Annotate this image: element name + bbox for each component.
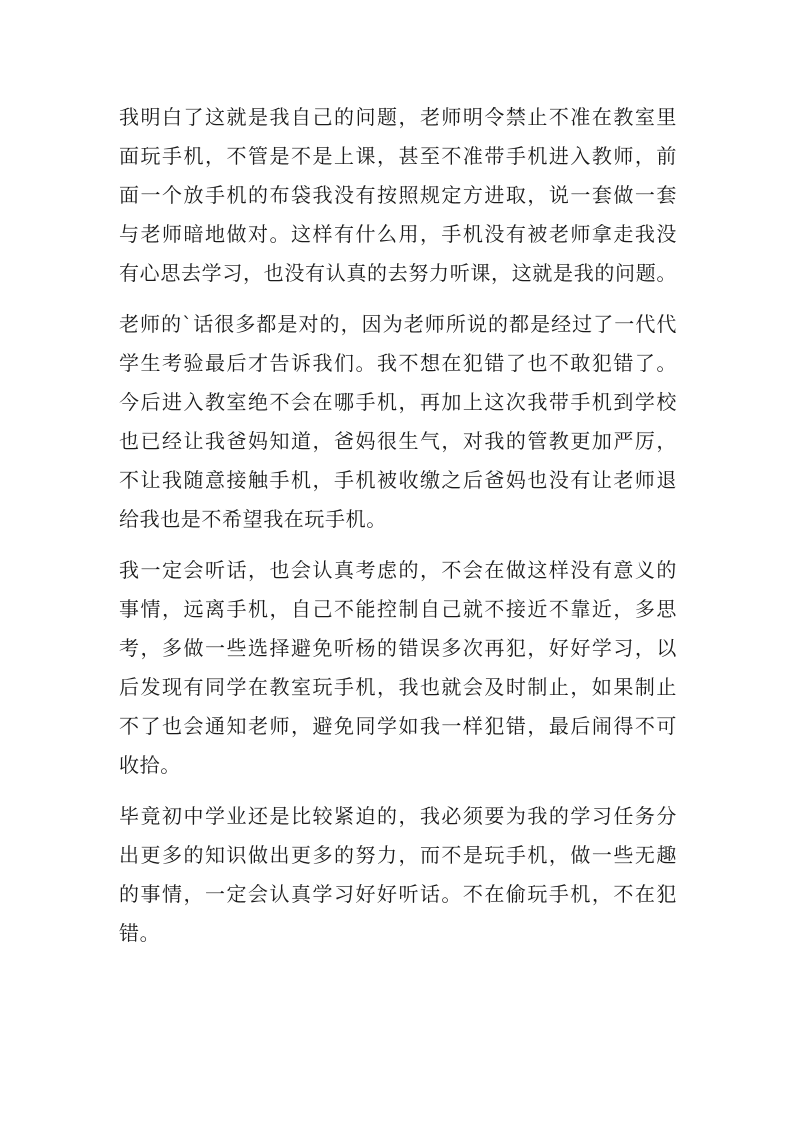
paragraph-2	[119, 305, 677, 539]
text-line: 我明白了这就是我自己的问题，老师明令禁止不准在教室里	[119, 105, 677, 129]
text-line: 给我也是不希望我在玩手机。	[119, 507, 387, 531]
text-line: 的事情，一定会认真学习好好听话。不在偷玩手机，不在犯	[119, 882, 677, 906]
text-line: 不了也会通知老师，避免同学如我一样犯错，最后闹得不可	[119, 714, 677, 738]
paragraph-4	[119, 797, 677, 953]
paragraph-3	[119, 551, 677, 785]
text-line: 收拾。	[119, 753, 181, 777]
text-line: 与老师暗地做对。这样有什么用，手机没有被老师拿走我没	[119, 222, 677, 246]
text-line: 有心思去学习，也没有认真的去努力听课，这就是我的问题。	[119, 261, 677, 285]
text-line: 也已经让我爸妈知道，爸妈很生气，对我的管教更加严厉，	[119, 429, 677, 453]
text-line: 面一个放手机的布袋我没有按照规定方进取，说一套做一套	[119, 183, 677, 207]
text-line: 不让我随意接触手机，手机被收缴之后爸妈也没有让老师退	[119, 468, 677, 492]
text-line: 面玩手机，不管是不是上课，甚至不准带手机进入教师，前	[119, 144, 677, 168]
text-line: 事情，远离手机，自己不能控制自己就不接近不靠近，多思	[119, 597, 677, 621]
text-line: 学生考验最后才告诉我们。我不想在犯错了也不敢犯错了。	[119, 351, 677, 375]
text-line: 今后进入教室绝不会在哪手机，再加上这次我带手机到学校	[119, 390, 677, 414]
text-line: 错。	[119, 921, 161, 945]
text-line: 考，多做一些选择避免听杨的错误多次再犯，好好学习，以	[119, 636, 677, 660]
text-line: 后发现有同学在教室玩手机，我也就会及时制止，如果制止	[119, 675, 677, 699]
text-line: 我一定会听话，也会认真考虑的，不会在做这样没有意义的	[119, 558, 677, 582]
paragraph-1	[119, 98, 677, 293]
text-line: 出更多的知识做出更多的努力，而不是玩手机，做一些无趣	[119, 843, 677, 867]
text-line: 毕竟初中学业还是比较紧迫的，我必须要为我的学习任务分	[119, 804, 677, 828]
text-line: 老师的`话很多都是对的，因为老师所说的都是经过了一代代	[119, 312, 677, 336]
